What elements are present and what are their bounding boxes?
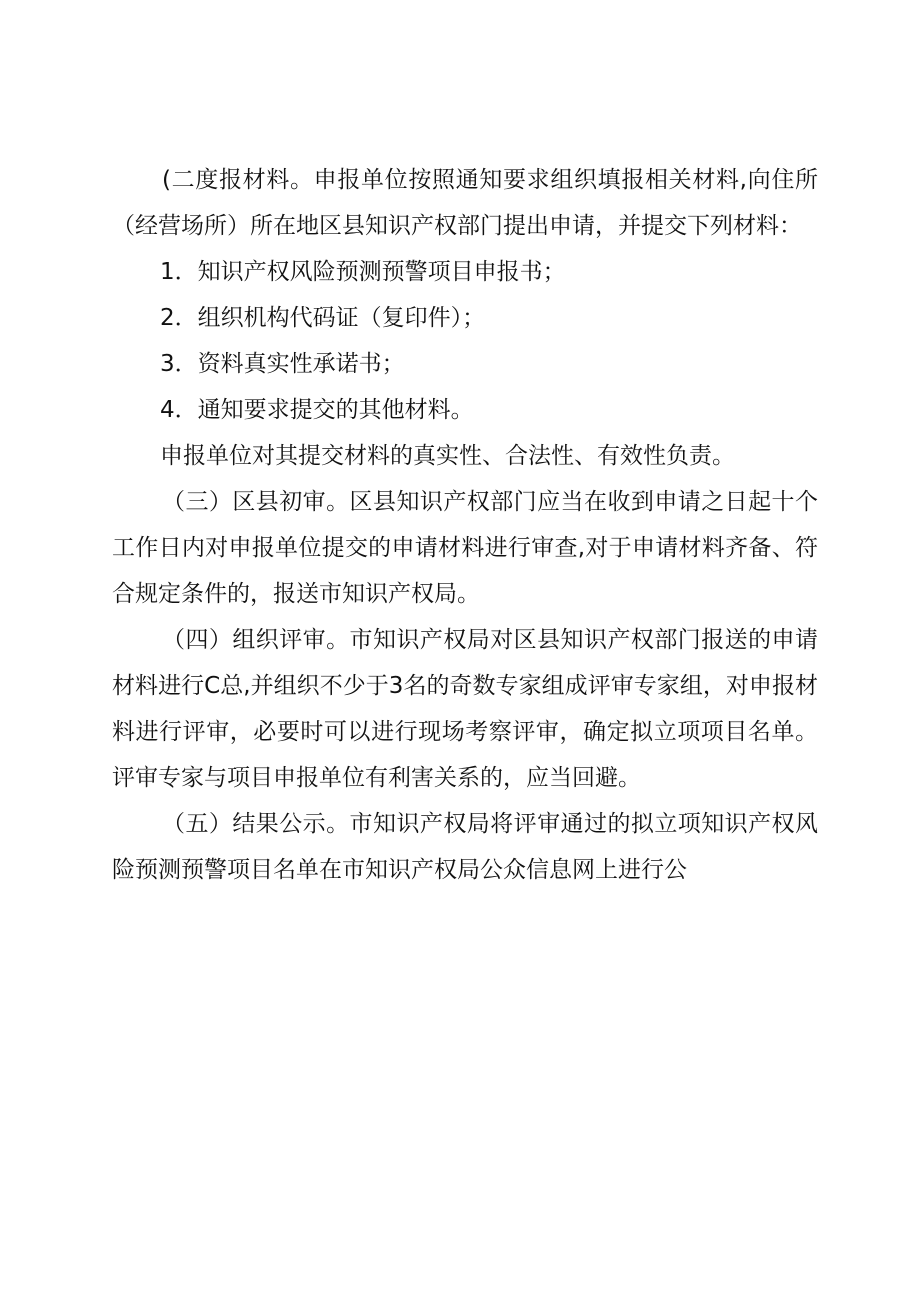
paragraph-materials-intro: (二度报材料。申报单位按照通知要求组织填报相关材料,向住所（经营场所）所在地区县知识产权部门提出申请，并提交下列材料：	[112, 167, 818, 239]
paragraph-district-review: （三）区县初审。区县知识产权部门应当在收到申请之日起十个工作日内对申报单位提交的申请材料进行审查,对于申请材料齐备、符合规定条件的，报送市知识产权局。	[112, 489, 818, 607]
paragraph-expert-review: （四）组织评审。市知识产权局对区县知识产权部门报送的申请材料进行C总,并组织不少于3名的奇数专家组成评审专家组，对申报材料进行评审，必要时可以进行现场考察评审，确定拟立项项目名单。评审专家与项目申报单位有利害关系的，应当回避。	[112, 627, 818, 791]
document-body	[112, 157, 818, 893]
list-item-organization-code: 2．组织机构代码证（复印件）；	[160, 305, 486, 331]
list-item-application-form: 1．知识产权风险预测预警项目申报书；	[160, 259, 566, 285]
paragraph-result-publicity: （五）结果公示。市知识产权局将评审通过的拟立项知识产权风险预测预警项目名单在市知识产权局公众信息网上进行公	[112, 811, 818, 883]
paragraph-responsibility: 申报单位对其提交材料的真实性、合法性、有效性负责。	[160, 443, 735, 469]
list-item-authenticity-pledge: 3．资料真实性承诺书；	[160, 351, 405, 377]
list-item-other-materials: 4．通知要求提交的其他材料。	[160, 397, 474, 423]
